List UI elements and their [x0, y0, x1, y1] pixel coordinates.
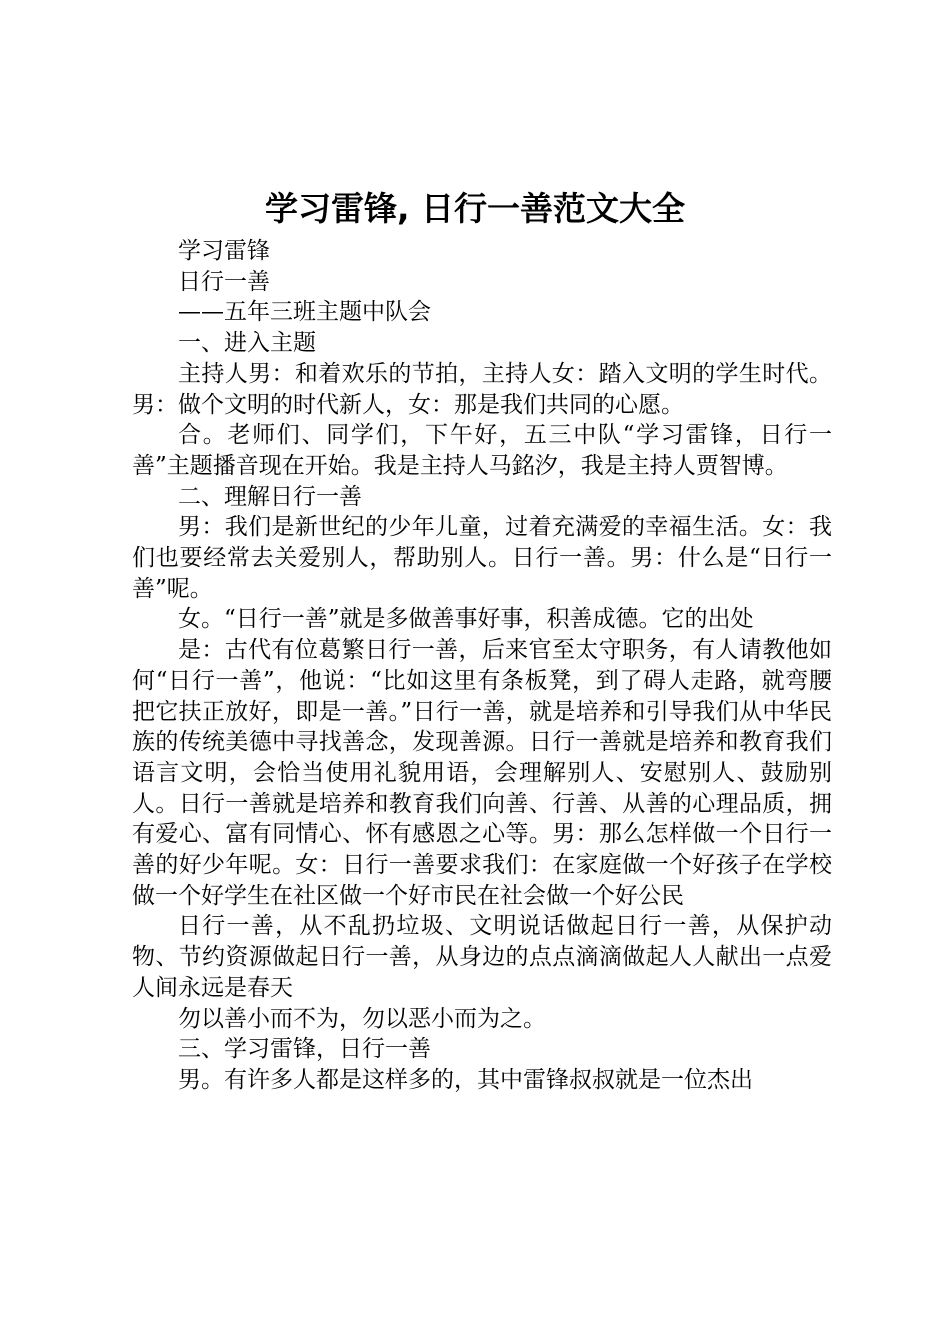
section-heading: 三、学习雷锋，日行一善	[178, 1036, 431, 1063]
paragraph: 日行一善，从不乱扔垃圾、文明说话做起日行一善，从保护动物、节约资源做起日行一善，从身边的点点滴滴做起人人献出一点爱人间永远是春天	[132, 913, 832, 1001]
paragraph: 主持人男：和着欢乐的节拍，主持人女：踏入文明的学生时代。男：做个文明的时代新人，女：那是我们共同的心愿。	[132, 360, 832, 418]
section-heading: 一、进入主题	[178, 330, 316, 357]
paragraph: 日行一善	[178, 268, 270, 295]
paragraph: 勿以善小而不为，勿以恶小而为之。	[178, 1005, 546, 1032]
paragraph: 学习雷锋	[178, 238, 270, 264]
section-heading: 二、理解日行一善	[178, 483, 362, 510]
paragraph: 男。有许多人都是这样多的，其中雷锋叔叔就是一位杰出	[178, 1066, 753, 1093]
paragraph: 合。老师们、同学们，下午好，五三中队“学习雷锋，日行一善”主题播音现在开始。我是主持人马銘汐，我是主持人贾智博。	[132, 422, 832, 479]
document-body	[132, 236, 832, 1096]
paragraph: 女。“日行一善”就是多做善事好事，积善成德。它的出处	[178, 606, 754, 633]
paragraph: 男：我们是新世纪的少年儿童，过着充满爱的幸福生活。女：我们也要经常去关爱别人，帮助别人。日行一善。男：什么是“日行一善”呢。	[132, 514, 832, 602]
paragraph: 是：古代有位葛繁日行一善，后来官至太守职务，有人请教他如何“日行一善”，他说：“比如这里有条板凳，到了碍人走路，就弯腰把它扶正放好，即是一善。”日行一善，就是培养和引导我们从中华民族的传统美德中寻找善念，发现善源。日行一善就是培养和教育我们语言文明，会恰当使用礼貌用语，会理解别人、安慰别人、鼓励别人。日行一善就是培养和教育我们向善、行善、从善的心理品质，拥有爱心、富有同情心、怀有感恩之心等。男：那么怎样做一个日行一善的好少年呢。女：日行一善要求我们：在家庭做一个好孩子在学校做一个好学生在社区做一个好市民在社会做一个好公民	[132, 637, 832, 909]
document-title: 学习雷锋, 日行一善范文大全	[264, 189, 686, 228]
paragraph: ——五年三班主题中队会	[178, 299, 431, 326]
